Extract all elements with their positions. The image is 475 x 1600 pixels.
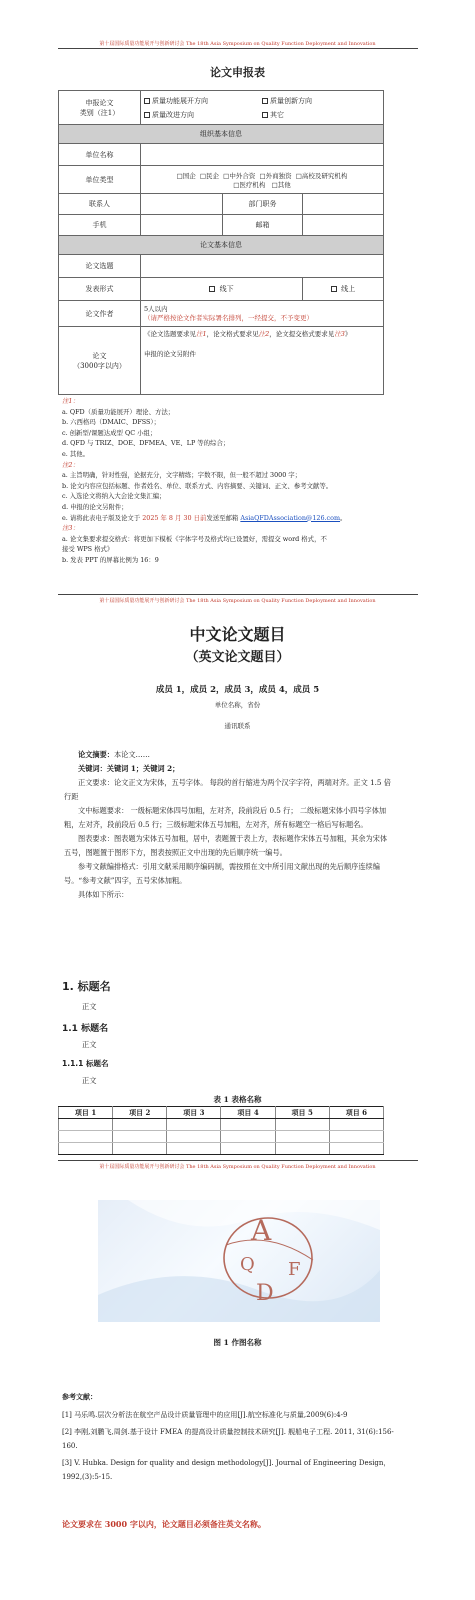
paper-title-label: 论文选题 [59,255,141,278]
note-item: d. QFD 与 TRIZ、DOE、DFMEA、VE、LP 等的综合； [62,439,230,448]
reference-item: [3] V. Hubka. Design for quality and design methodology[J]. Journal of Engineering Design，1992,(3):5-15. [62,1459,391,1481]
paper-label: 论文 （3000字以内） [59,327,141,395]
position-field[interactable] [303,194,384,215]
contact-label: 联系人 [59,194,141,215]
paper-title-cn: 中文论文题目 [189,625,286,644]
template-body: 论文摘要：本论文…… 关键词：关键词 1；关键词 2； 正文要求：论文正文为宋体，五号字体。 每段的首行缩进为两个汉字字符，两端对齐。正文 1.5 倍行距 文中标题要求： 一级标题宋体四号加粗，左对齐，段前段后 0.5 行； 二级标题宋体小四号字体加粗，左对齐，段前段后 0.5 行；三级标题宋体五号加粗，左对齐，所有标题空一格后写标题名。 图表要求：图表题为宋体五号加粗，居中，表题置于表上方，表标题作宋体五号加粗，其余为宋体五号，图题置于图形下方，图表按照正文中出现的先后顺序统一编号。 参考文献编排格式：引用文献采用顺序编码制，需按照在文中所引用文献出现的先后顺序连续编号。“参考文献”四字，五号宋体加粗。 具体如下所示： [64,750,391,899]
form-notes [62,396,422,566]
phone-label: 手机 [59,215,141,236]
body-text: 正文 [82,1076,97,1085]
note2-title: 注2： [62,460,79,469]
table-header-cell: 项目 5 [275,1107,329,1119]
email-field[interactable] [303,215,384,236]
category-options [141,91,384,125]
section-paper: 论文基本信息 [59,236,384,255]
sample-table [58,1106,384,1155]
note-item: b. 论文内容应包括标题、作者姓名、单位、联系方式、内容摘要、关键词、正文、参考文献等。 [62,481,333,490]
note-item-submission: e. 请将此表电子版及论文于 2025 年 8 月 30 日前发送至邮箱 AsiaQFDAssociation@126.com。 [62,513,347,522]
checkbox-icon[interactable] [209,286,215,292]
unit-name-label: 单位名称 [59,144,141,166]
figure-logo [98,1200,380,1322]
format-online-option[interactable]: 线上 [303,278,384,301]
page-divider [58,1160,418,1161]
svg-text:A: A [251,1214,272,1247]
reference-item: [1] 马乐鸣.层次分析法在航空产品设计质量管理中的应用[J].航空标准化与质量,2009(6):4-9 [62,1411,348,1419]
affiliation: 单位名称，省份 [214,701,261,709]
category-label: 申报论文 类别（注1） [59,91,141,125]
note-item: b. 六西格玛（DMAIC、DFSS）； [62,418,160,427]
page-divider [58,594,418,595]
note1-title: 注1： [62,397,79,405]
footer-note: 论文要求在 3000 字以内，论文题目必须备注英文名称。 [62,1519,266,1529]
form-title: 论文申报表 [210,66,265,79]
heading-level3: 1.1.1 标题名 [62,1059,109,1068]
category-option[interactable]: 质量功能展开方向 [144,96,262,106]
references-title: 参考文献： [62,1392,97,1401]
header-divider [58,48,418,49]
svg-text:F: F [288,1259,301,1280]
format-label: 发表形式 [59,278,141,301]
note3-title: 注3： [62,524,79,533]
note-item: a. 论文集要求提交格式：将更加下模板《字体字号及格式均已设置好，需提交 word 格式，不 [62,534,327,543]
note-item: c. 创新型/课题达成型 QC 小组； [62,428,157,437]
contact-field[interactable] [141,194,223,215]
table-header-cell: 项目 4 [221,1107,275,1119]
note-item: b. 发表 PPT 的屏幕比例为 16：9 [62,555,159,564]
checkbox-icon[interactable] [331,286,337,292]
page-header: 第十届国际质量功能展开与创新研讨会 The 18th Asia Symposium on Quality Function Deployment and Innovation [99,1164,376,1170]
application-form [58,90,384,395]
category-option[interactable]: 质量改进方向 [144,110,262,120]
note-item: e. 其他。 [62,449,90,458]
phone-field[interactable] [141,215,223,236]
contact-info: 通讯联系 [224,722,251,730]
table-header-cell: 项目 6 [329,1107,383,1119]
note-item: c. 入选论文将纳入大会论文集汇编； [62,492,166,501]
note-item: d. 申报的论文另附件； [62,502,128,511]
svg-text:D: D [256,1281,274,1306]
body-text: 正文 [82,1040,97,1049]
author-label: 论文作者 [59,301,141,327]
note-item: 接受 WPS 格式》 [62,545,114,554]
unit-type-label: 单位类型 [59,166,141,194]
note-item: a. 主旨明确，针对性强，论据充分，文字精练；字数不限，但一般不超过 3000 字； [62,471,302,480]
category-option[interactable]: 质量创新方向 [262,96,380,106]
heading-level2: 1.1 标题名 [62,1024,109,1034]
authors: 成员 1，成员 2，成员 3，成员 4，成员 5 [155,685,320,695]
section-org: 组织基本信息 [59,125,384,144]
references [62,1390,407,1484]
reference-item: [2] 李刚,刘鹏飞,周剑.基于设计 FMEA 的提高设计质量控制技术研究[J]. 舰船电子工程. 2011, 31(6):156-160. [62,1428,394,1450]
page-header: 第十届国际质量功能展开与创新研讨会 The 18th Asia Symposium on Quality Function Deployment and Innovation [99,41,376,47]
heading-level1: 1. 标题名 [62,980,111,993]
page-header: 第十届国际质量功能展开与创新研讨会 The 18th Asia Symposium on Quality Function Deployment and Innovation [99,598,376,604]
unit-name-field[interactable] [141,144,384,166]
paper-title-field[interactable] [141,255,384,278]
note-item: a. QFD（质量功能展开）理论、方法； [62,407,175,416]
unit-type-options[interactable]: □国企 □民企 □中外合资 □外商独资 □高校及研究机构 □医疗机构 □其他 [141,166,384,194]
table-row [59,1131,384,1143]
table-row [59,1119,384,1131]
svg-text:Q: Q [240,1254,255,1275]
figure-caption: 图 1 作图名称 [213,1338,262,1347]
body-text: 正文 [82,1002,97,1011]
email-label: 邮箱 [223,215,303,236]
table-header-cell: 项目 1 [59,1107,113,1119]
table-caption: 表 1 表格名称 [213,1095,262,1104]
table-header-cell: 项目 2 [113,1107,167,1119]
category-option[interactable]: 其它 [262,110,380,120]
format-offline-option[interactable]: 线下 [141,278,303,301]
email-link[interactable]: AsiaQFDAssociation@126.com [240,513,341,522]
paper-title-en: （英文论文题目） [185,650,290,665]
author-field[interactable]: 5人以内 （请严格按论文作者实际署名排列，一经提交，不予变更） [141,301,384,327]
position-label: 部门职务 [223,194,303,215]
paper-requirements: 《论文选题要求见注1，论文格式要求见注2，论文提交格式要求见注3》 申报的论文另附件 [141,327,384,395]
table-header-cell: 项目 3 [167,1107,221,1119]
table-row [59,1143,384,1155]
aqfd-logo-icon [98,1200,380,1322]
